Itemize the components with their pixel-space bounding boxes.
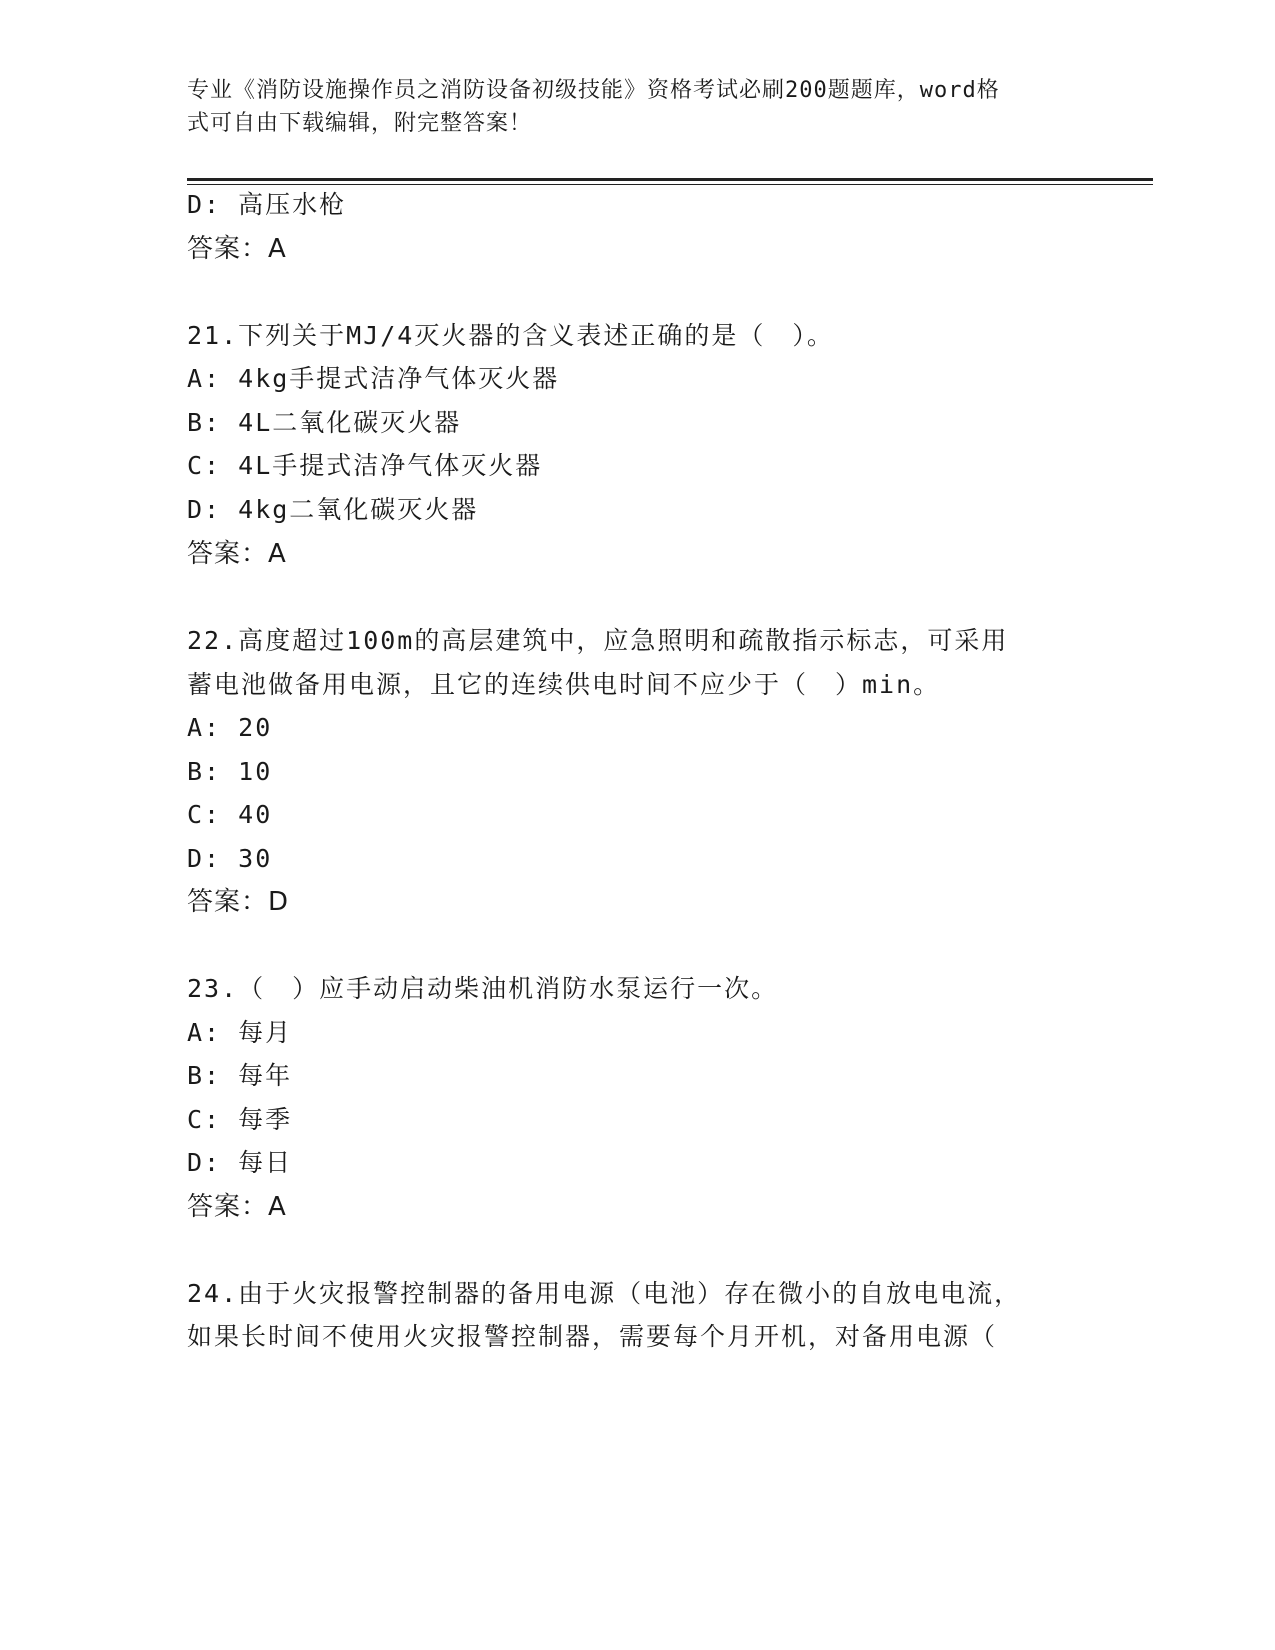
question-23-option-d: D: 每日	[187, 1148, 293, 1177]
document-header	[187, 74, 1067, 140]
header-divider-thick	[187, 178, 1153, 181]
question-22-option-a: A: 20	[187, 713, 273, 742]
question-22-option-d: D: 30	[187, 844, 273, 873]
question-23-option-c: C: 每季	[187, 1105, 293, 1134]
question-21-option-c: C: 4L手提式洁净气体灭火器	[187, 451, 543, 480]
question-24-stem-line-2: 如果长时间不使用火灾报警控制器，需要每个月开机，对备用电源（	[187, 1322, 998, 1351]
question-22-stem-line-2: 蓄电池做备用电源，且它的连续供电时间不应少于（ ）min。	[187, 670, 941, 699]
question-22-stem-line-1: 22.高度超过100m的高层建筑中，应急照明和疏散指示标志，可采用	[187, 626, 1009, 655]
prev-question-option-d: D: 高压水枪	[187, 190, 347, 219]
question-24-stem-line-1: 24.由于火灾报警控制器的备用电源（电池）存在微小的自放电电流，	[187, 1279, 1022, 1308]
header-text-line-1: 专业《消防设施操作员之消防设备初级技能》资格考试必刷200题题库，word格	[187, 78, 1000, 103]
question-22-answer: 答案：D	[187, 887, 290, 917]
header-text-line-2: 式可自由下载编辑，附完整答案！	[187, 111, 533, 136]
question-21-option-a: A: 4kg手提式洁净气体灭火器	[187, 364, 560, 393]
question-22-option-b: B: 10	[187, 757, 273, 786]
question-23-stem: 23.（ ）应手动启动柴油机消防水泵运行一次。	[187, 974, 779, 1003]
question-21-option-d: D: 4kg二氧化碳灭火器	[187, 495, 479, 524]
question-21-answer: 答案：A	[187, 539, 287, 569]
header-divider-thin	[187, 184, 1153, 185]
question-23-option-b: B: 每年	[187, 1061, 293, 1090]
prev-question-answer: 答案：A	[187, 234, 287, 264]
question-21-stem: 21.下列关于MJ/4灭火器的含义表述正确的是（ ）。	[187, 321, 834, 350]
question-22-option-c: C: 40	[187, 800, 273, 829]
question-23-option-a: A: 每月	[187, 1018, 293, 1047]
question-23-answer: 答案：A	[187, 1192, 287, 1222]
question-21-option-b: B: 4L二氧化碳灭火器	[187, 408, 462, 437]
